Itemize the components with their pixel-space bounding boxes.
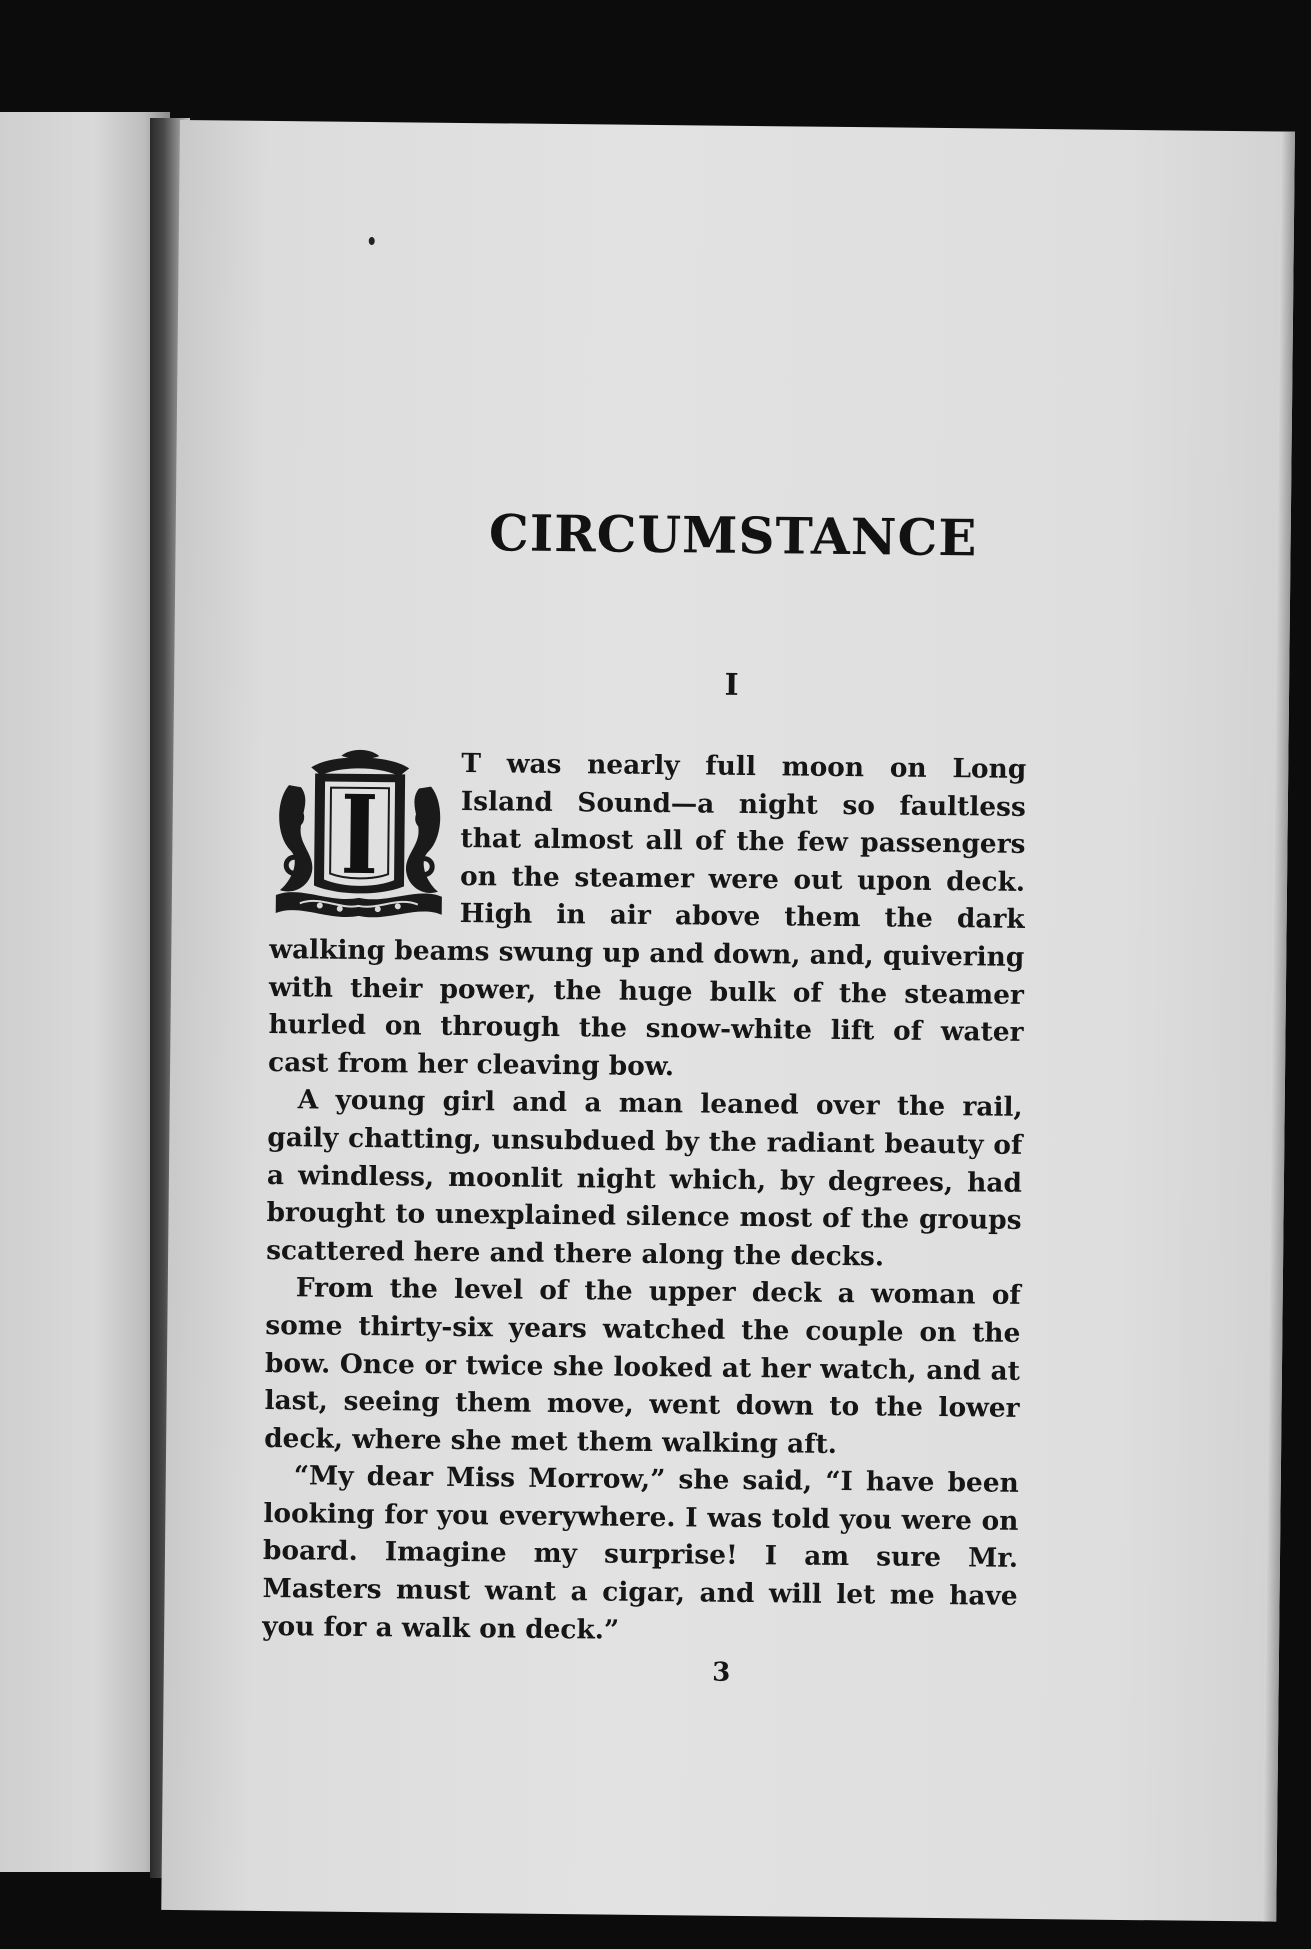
paragraph-2: A young girl and a man leaned over the rail, gaily chatting, unsubdued by the radiant beauty of a windless, moonlit night which, by degrees, had brought to unexplained silence most of the groups scattered here and there along the decks. [266, 1084, 1023, 1273]
page-speck [369, 237, 375, 245]
page-right-edge [1262, 132, 1295, 1922]
ornamental-dropcap [270, 745, 450, 927]
previous-page-edge [0, 112, 170, 1872]
book-page [161, 120, 1295, 1922]
body-text [262, 743, 1026, 1653]
paragraph-4: “My dear Miss Morrow,” she said, “I have been looking for you everywhere. I was told you were on board. Imagine my surprise! I am sure Mr. Masters must want a cigar, and will let me have you for a walk on deck.” [262, 1460, 1019, 1646]
paragraph-1: T was nearly full moon on Long Island Sound—a night so faultless that almost all of the few passengers on the steamer were out upon deck. High in air above them the dark walking beams swung up and down, and, quivering with their power, the huge bulk of the steamer hurled on through the snow-white lift of water cast from her cleaving bow. [267, 747, 1027, 1082]
paragraph-3: From the level of the upper deck a woman of some thirty-six years watched the couple on the bow. Once or twice she looked at her watch, and at last, seeing them move, went down to the lower deck, where she met them walking aft. [264, 1272, 1021, 1460]
page-number: 3 [712, 1657, 731, 1688]
section-number: I [724, 667, 739, 703]
dropcap-letter [271, 745, 272, 746]
dropcap-ornament-icon [270, 745, 450, 927]
chapter-title: CIRCUMSTANCE [488, 503, 978, 568]
